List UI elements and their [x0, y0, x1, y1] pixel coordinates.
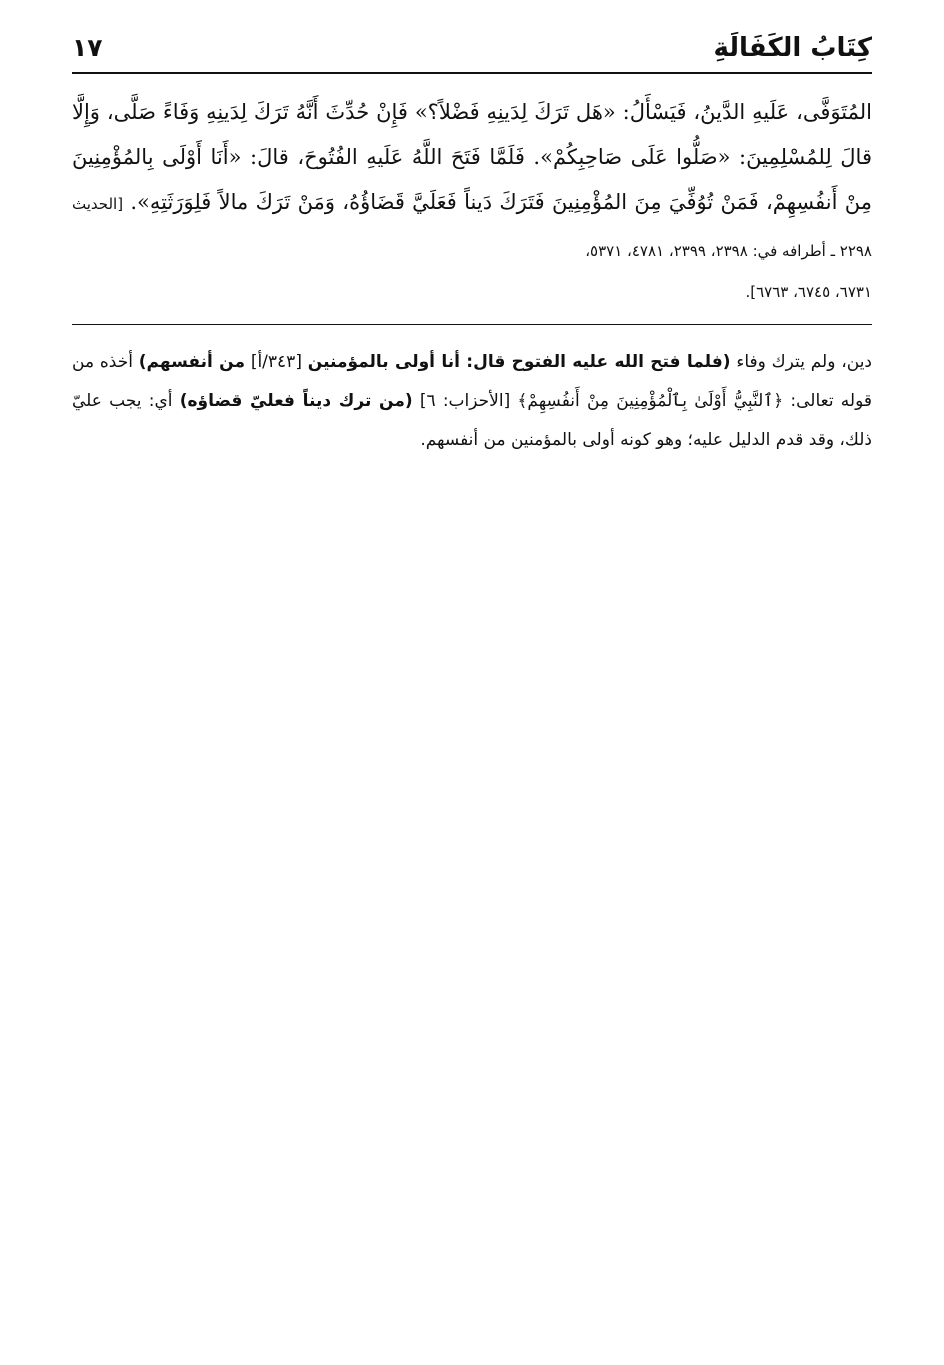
commentary-text: أخذه من قوله تعالى: ﴿ٱلنَّبِيُّ أَوْلَىٰ بِٱلْمُؤْمِنِينَ مِنْ أَنفُسِهِمْ﴾ [الأحزاب: ٦] — [72, 352, 872, 411]
running-title: كِتَابُ الكَفَالَةِ — [713, 33, 872, 63]
footnote-separator — [72, 324, 872, 325]
commentary-folio-marker: [٣٤٣/أ] — [245, 352, 308, 372]
commentary — [72, 343, 872, 460]
commentary-text: أي: يجب عليّ ذلك، وقد قدم الدليل عليه؛ وهو كونه أولى بالمؤمنين من أنفسهم. — [72, 391, 872, 450]
page-number: ١٧ — [72, 33, 103, 62]
commentary-quote: من أنفسهم) — [138, 352, 245, 372]
commentary-quote: (فلما فتح الله عليه الفتوح قال: أنا أولى بالمؤمنين — [307, 352, 731, 372]
hadith-reference: [الحديث ٢٢٩٨ ـ أطرافه في: ٢٣٩٨، ٢٣٩٩، ٤٧٨١، ٥٣٧١، — [72, 195, 872, 260]
commentary-quote: (من ترك ديناً فعليّ قضاؤه) — [179, 391, 413, 411]
commentary-text: دين، ولم يترك وفاء — [730, 352, 872, 372]
book-page — [72, 24, 872, 1344]
hadith-reference-continued: ٦٧٣١، ٦٧٤٥، ٦٧٦٣]. — [745, 283, 872, 301]
hadith-text — [72, 90, 872, 310]
hadith-body: المُتَوَفَّى، عَلَيهِ الدَّينُ، فَيَسْأَلُ: «هَل تَرَكَ لِدَينِهِ فَضْلاً؟» فَإِنْ حُدِّثَ أَنَّهُ تَرَكَ لِدَينِهِ وَفَاءً صَلَّى، وَإِلَّا قالَ لِلمُسْلِمِينَ: «صَلُّوا عَلَى صَاحِبِكُمْ». فَلَمَّا فَتَحَ اللَّهُ عَلَيهِ الفُتُوحَ، قالَ: «أَنَا أَوْلَى بِالمُؤْمِنِينَ مِنْ أَنفُسِهِمْ، فَمَنْ تُوُفِّيَ مِنَ المُؤْمِنِينَ فَتَرَكَ دَيناً فَعَلَيَّ قَضَاؤُهُ، وَمَنْ تَرَكَ مالاً فَلِوَرَثَتِهِ». — [72, 100, 872, 214]
hadith-paragraph — [72, 90, 872, 274]
page-header — [72, 24, 872, 74]
commentary-paragraph — [72, 343, 872, 460]
